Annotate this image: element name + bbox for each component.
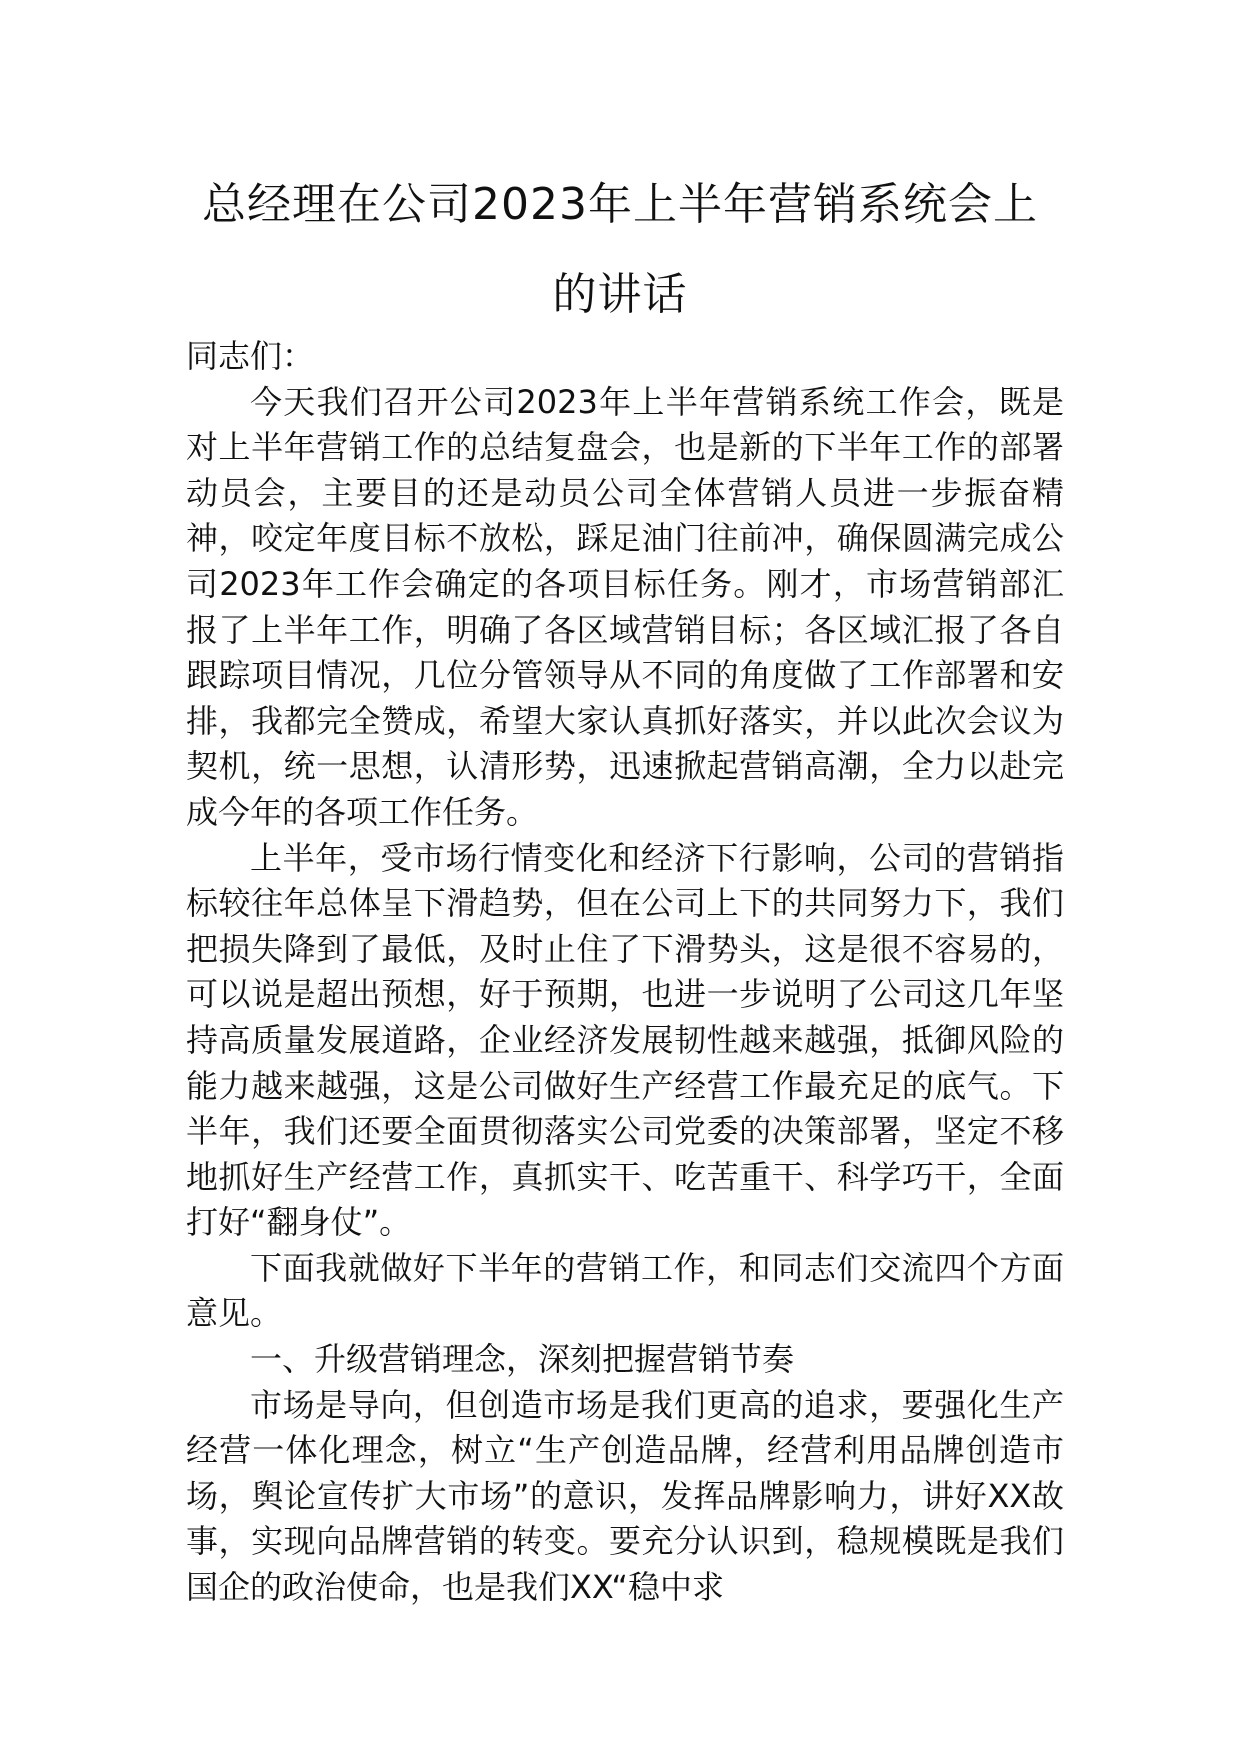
paragraph-first-half-review: 上半年，受市场行情变化和经济下行影响，公司的营销指标较往年总体呈下滑趋势，但在公司上下的共同努力下，我们把损失降到了最低，及时止住了下滑势头，这是很不容易的，可以说是超出预想，好于预期，也进一步说明了公司这几年坚持高质量发展道路，企业经济发展韧性越来越强，抵御风险的能力越来越强，这是公司做好生产经营工作最充足的底气。下半年，我们还要全面贯彻落实公司党委的决策部署，坚定不移地抓好生产经营工作，真抓实干、吃苦重干、科学巧干，全面打好“翻身仗”。 — [186, 838, 1064, 1242]
title-line-2: 的讲话 — [552, 269, 688, 320]
paragraph-transition: 下面我就做好下半年的营销工作，和同志们交流四个方面意见。 — [186, 1248, 1064, 1333]
section-heading-1: 一、升级营销理念，深刻把握营销节奏 — [250, 1340, 795, 1379]
section-1-paragraph: 市场是导向，但创造市场是我们更高的追求，要强化生产经营一体化理念，树立“生产创造品牌，经营利用品牌创造市场，舆论宣传扩大市场”的意识，发挥品牌影响力，讲好XX故事，实现向品牌营销的转变。要充分认识到，稳规模既是我们国企的政治使命，也是我们XX“稳中求 — [186, 1385, 1064, 1607]
salutation: 同志们： — [186, 337, 315, 375]
title-line-1: 总经理在公司2023年上半年营销系统会上 — [202, 179, 1038, 230]
document-title — [150, 160, 1090, 340]
document-body — [186, 334, 1064, 1611]
paragraph-opening: 今天我们召开公司2023年上半年营销系统工作会，既是对上半年营销工作的总结复盘会，也是新的下半年工作的部署动员会，主要目的还是动员公司全体营销人员进一步振奋精神，咬定年度目标不放松，踩足油门往前冲，确保圆满完成公司2023年工作会确定的各项目标任务。刚才，市场营销部汇报了上半年工作，明确了各区域营销目标；各区域汇报了各自跟踪项目情况，几位分管领导从不同的角度做了工作部署和安排，我都完全赞成，希望大家认真抓好落实，并以此次会议为契机，统一思想，认清形势，迅速掀起营销高潮，全力以赴完成今年的各项工作任务。 — [186, 382, 1064, 831]
